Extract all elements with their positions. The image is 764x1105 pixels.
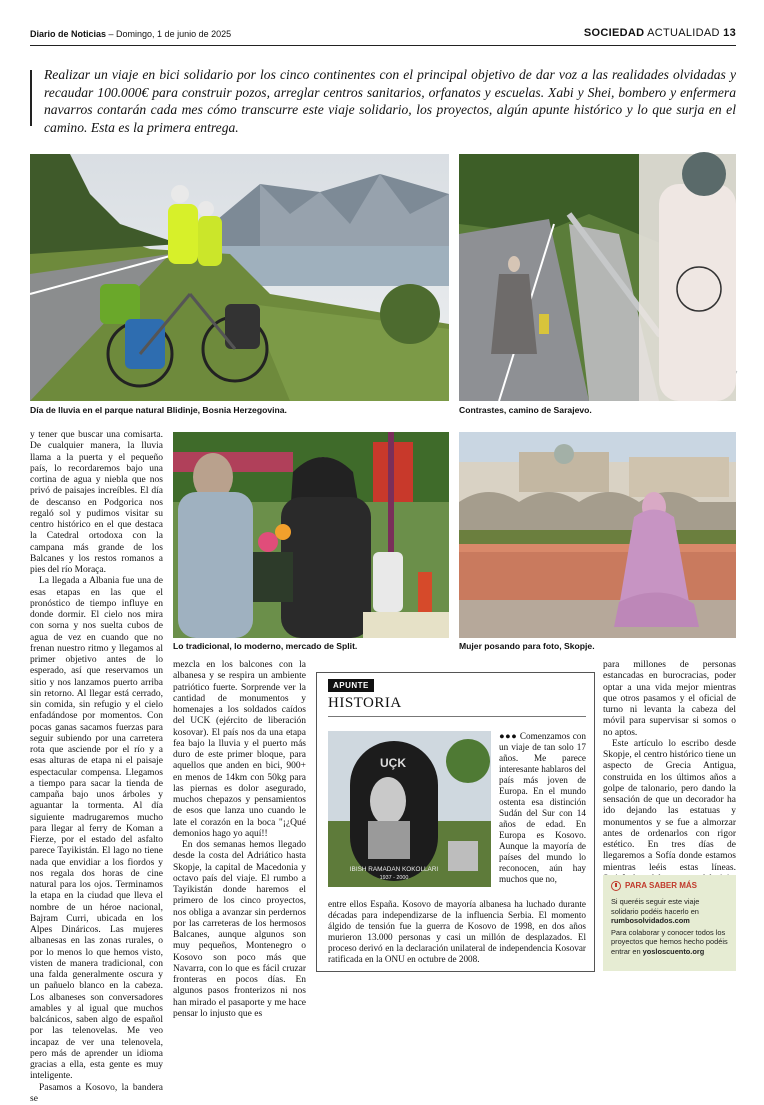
photo-sarajevo bbox=[459, 154, 736, 401]
caption-photo-blidinje: Día de lluvia en el parque natural Blidinje, Bosnia Herzegovina. bbox=[30, 405, 287, 415]
article-intro bbox=[30, 66, 736, 126]
col4-paragraph: para millones de personas estancadas en burocracias, poder optar a una vida mejor mientras que otros pasamos y el oficial de turno ni levanta la cabeza del móvil para supervisar si somos o no aptos. bbox=[603, 660, 736, 739]
info-line-2 bbox=[611, 928, 728, 957]
info-box bbox=[603, 875, 736, 971]
page-header bbox=[30, 26, 736, 46]
caption-photo-split: Lo tradicional, lo moderno, mercado de Split. bbox=[173, 641, 357, 651]
apunte-bottom-text bbox=[328, 899, 586, 965]
col2-paragraph: En dos semanas hemos llegado desde la costa del Adriático hasta Skopje, la capital de Macedonia y octavo país del viaje. El rumbo a Tayikistán donde haremos el primero de los cinco proyectos, nos obliga a avanzar sin perdernos por las carreteras de los hermosos Balcanes, aunque algunos son muy pequeños, Montenegro o Kosovo son poco más que Navarra, con lo que es fácil cruzar fronteras en pocos días. En algunos pasos fronterizos ni nos han mirado el pasaporte y me hace pensar lo injusto que es bbox=[173, 840, 306, 1020]
subsection-name: ACTUALIDAD bbox=[647, 27, 720, 39]
col4-paragraph: Este artículo lo escribo desde Skopje, el centro histórico tiene un aspecto de Grecia Antigua, construida en los últimos años a golpe de talonario, pero dando la sensación de que un decorador ha ido dejando las estatuas y monumentos y se fue a almorzar antes de ordenarlos con rigor estético. En tres días de llegaremos a Sofía donde estamos mientras leéis estas líneas. bbox=[603, 739, 736, 897]
power-icon bbox=[611, 881, 621, 891]
info-text-2: Para colaborar y conocer todos los proyectos que hemos hecho podéis entrar en bbox=[611, 928, 728, 956]
info-text-1: Si queréis seguir este viaje solidario podéis hacerlo en bbox=[611, 897, 699, 916]
section-name: SOCIEDAD bbox=[584, 27, 644, 39]
col1-paragraph: La llegada a Albania fue una de esas etapas en las que el pronóstico de tiempo influye en donde dormir. El cielo nos mira con sorna y nos suelta cubos de agua de vez en cuando que no frenan nuestro ritmo y llegamos al primer objetivo antes de lo esperado, así que reservamos un sitio y nos lanzamos puerto arriba sin retorno. Al llegar está cerrado, sin comida, sin refugio y el cielo enfadándose por momentos. Con pocas ganas sacamos fuerzas para seguir subiendo por una carretera rota que asciende por el río y a esas alturas de etapa ni el paisaje espectacular compensa. Llegamos a tiempo para sacar la tienda de campaña bajo unos árboles y aguantar la tormenta. Al día siguiente madrugaremos mucho para llegar al ferry de Koman a Fierze, por el estado del asfalto parece Tayikistán. El lago no tiene nada que envidiar a los fiordos y nos regala dos horas de cine natural para los ojos. Terminamos la etapa en la ciudad que lleva el nombre de un héroe nacional, Bajram Curri, ubicada en los Alpes Dináricos. Las mujeres albanesas en las zonas rurales, o por lo menos lo que hemos visto, visten de manera tradicional, con una falda generalmente oscura y un pañuelo blanco en la cabeza. Los albaneses son conversadores amables y al igual que muchos balcánicos, saben algo de español por las telenovelas. Me veo incapaz de ver una telenovela, pero más de aprender un idioma gracias a ella, esta gente es muy inteligente. bbox=[30, 576, 163, 1082]
publication-name: Diario de Noticias bbox=[30, 29, 106, 39]
info-link-1[interactable]: rumbosolvidados.com bbox=[611, 916, 690, 925]
page-number: 13 bbox=[723, 27, 736, 39]
apunte-tag: APUNTE bbox=[328, 679, 374, 692]
section-label bbox=[584, 27, 736, 39]
apunte-title: HISTORIA bbox=[328, 695, 402, 712]
memorial-engraving: UÇK bbox=[380, 756, 406, 770]
apunte-side-text bbox=[499, 731, 586, 885]
apunte-side-paragraph: Comenzamos con un viaje de tan solo 17 años. Me parece interesante hablaros del país más joven de Europa. En el mundo ostenta esa distinción Sudán del Sur con 14 años de edad. En Europa es Kosovo. Aunque la mayoría de países del mundo lo reconocen, aún hay muchos que no, bbox=[499, 731, 586, 884]
article-column-2 bbox=[173, 660, 306, 1020]
intro-rule bbox=[30, 70, 32, 126]
publication-date: – Domingo, 1 de junio de 2025 bbox=[106, 29, 231, 39]
publication-line bbox=[30, 29, 231, 39]
article-column-1 bbox=[30, 430, 163, 1105]
info-header bbox=[611, 881, 728, 891]
apunte-divider bbox=[328, 716, 586, 717]
bullet-dots-icon: ●●● bbox=[499, 731, 520, 741]
photo-blidinje bbox=[30, 154, 449, 401]
article-column-4 bbox=[603, 660, 736, 896]
memorial-name: IBISH RAMADAN KOKOLLARI bbox=[350, 866, 439, 873]
col1-paragraph: Pasamos a Kosovo, la bandera se bbox=[30, 1083, 163, 1105]
info-line-1 bbox=[611, 897, 728, 926]
photo-split-market bbox=[173, 432, 449, 638]
info-title: PARA SABER MÁS bbox=[625, 881, 697, 891]
photo-uck-memorial bbox=[328, 731, 491, 887]
photo-skopje bbox=[459, 432, 736, 638]
caption-photo-sarajevo: Contrastes, camino de Sarajevo. bbox=[459, 405, 592, 415]
col1-paragraph: y tener que buscar una comisarta. De cualquier manera, la lluvia llama a la puerta y el pequeño país, lo recordaremos bajo una cortina de agua y niebla que nos privó de paisajes increíbles. El día de descanso en Podgorica nos regaló sol y pudimos visitar su centro histórico en el que destaca la Catedral ortodoxa con la campana más grande de los Balcanes y los restos romanos a pies del río Moraça. bbox=[30, 430, 163, 576]
intro-text: Realizar un viaje en bici solidario por los cinco continentes con el principal objetivo de dar voz a las realidades olvidadas y recaudar 100.000€ para construir pozos, arreglar centros sanitarios, orfanatos y escuelas. Xabi y Shei, bombero y enfermera navarros contarán cada mes cómo transcurre este viaje solidario, los proyectos, algún apunte histórico y lo que surja en el camino. Esta es la primera entrega. bbox=[44, 66, 736, 136]
caption-photo-skopje: Mujer posando para foto, Skopje. bbox=[459, 641, 595, 651]
info-link-2[interactable]: yosloscuento.org bbox=[643, 947, 705, 956]
col2-paragraph: mezcla en los balcones con la albanesa y se respira un ambiente patriótico fuerte. Sorprende ver la cantidad de monumentos y homenajes a los soldados caídos del UCK (ejército de liberación kosovar). El país nos da una etapa fea bajo la lluvia y el puerto más duro de este primer bloque, para aquellos que anden en bici, 900+ en menos de 14km con 50kg para las piernas es dolor asegurado, muchos chepazos y pensamientos de esos que lanza uno cuando le late el corazón en la boca "¡¿Qué demonios hago yo aquí!! bbox=[173, 660, 306, 840]
memorial-years: 1937 - 2000 bbox=[380, 875, 409, 881]
apunte-bottom-paragraph: entre ellos España. Kosovo de mayoría albanesa ha luchado durante décadas para independizarse de la influencia Serbia. El momento álgido de tensión fue la guerra de Kosovo de 1998, en dos años murieron 13.000 personas y casi un millón de desplazados. El proceso derivó en la declaración unilateral de independencia Kosovar ratificada en la ONU en octubre de 2008. bbox=[328, 899, 586, 965]
